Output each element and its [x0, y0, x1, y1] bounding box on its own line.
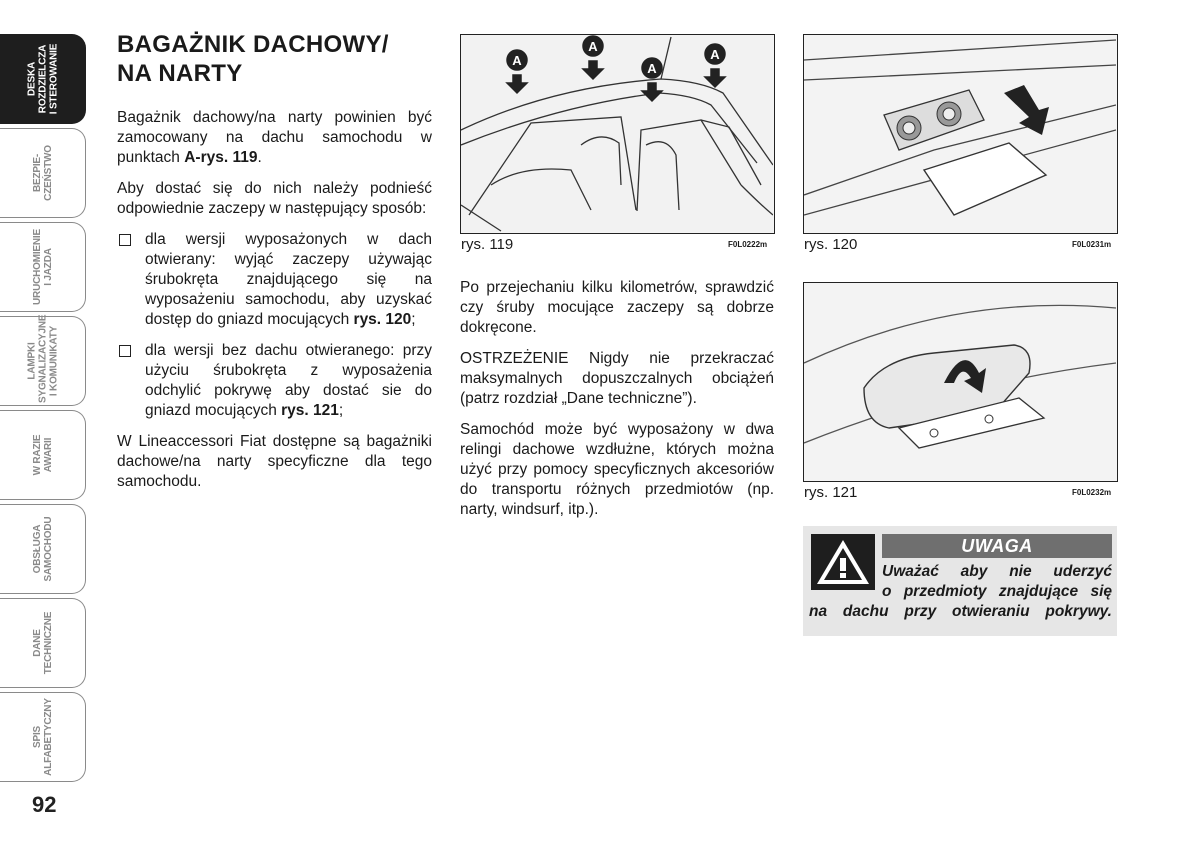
marker-a-label: A — [710, 47, 720, 62]
warning-text — [809, 562, 1112, 622]
warning-line: Uważać aby nie uderzyć — [882, 563, 1112, 580]
left-column — [117, 30, 432, 503]
paragraph: Aby dostać się do nich należy podnieść odpowiednie zaczepy w następujący sposób: — [117, 180, 432, 217]
punctuation: . — [257, 149, 262, 166]
tab-lampki[interactable] — [0, 316, 86, 406]
marker-a-label: A — [588, 39, 598, 54]
tab-deska-rozdzielcza[interactable] — [0, 34, 86, 124]
figure-caption: rys. 119 — [461, 236, 514, 253]
warning-heading: UWAGA — [882, 534, 1112, 558]
tab-dane-techniczne[interactable] — [0, 598, 86, 688]
marker-a-label: A — [512, 53, 522, 68]
punctuation: ; — [338, 402, 344, 419]
tab-label: BEZPIE- CZEŃSTWO — [31, 145, 54, 201]
figure-reference[interactable]: rys. 121 — [281, 402, 339, 419]
page-number: 92 — [32, 792, 57, 817]
tab-label: URUCHOMIENIE I JAZDA — [31, 229, 54, 305]
tab-label: SPIS ALFABETYCZNY — [31, 698, 54, 776]
section-title — [117, 30, 432, 88]
list-item-text: dla wersji bez dachu otwieranego: przy użyciu śrubokręta z wyposażenia odchylić pokrywę aby dostać sie do gniazd mocujących — [145, 342, 432, 419]
figure-reference[interactable]: rys. 120 — [353, 311, 412, 328]
paragraph-text: Bagażnik dachowy/na narty powinien być zamocowany na dachu samochodu w punktach — [117, 109, 432, 166]
tab-w-razie-awarii[interactable] — [0, 410, 86, 500]
marker-a-label: A — [647, 61, 657, 76]
warning-line: o przedmioty znajdujące się — [882, 583, 1112, 600]
figure-121-cover-opening — [803, 282, 1118, 482]
cover-opening-illustration — [804, 283, 1116, 480]
tab-label: LAMPKI SYGNALIZACYJNE I KOMUNIKATY — [26, 314, 59, 403]
figure-119-car-roof — [460, 34, 775, 234]
figure-caption: rys. 121 — [804, 484, 858, 501]
figure-code: F0L0231m — [1072, 240, 1112, 249]
list-item — [117, 341, 432, 421]
warning-line: na dachu przy otwieraniu pokrywy. — [809, 603, 1112, 620]
list-item-text: dla wersji wyposażonych w dach otwierany: wyjąć zaczepy używając śrubokręta znajdującego się na wyposażeniu samochodu, aby uzyskać dostęp do gniazd mocujących — [145, 231, 432, 328]
tab-spis[interactable] — [0, 692, 86, 782]
figure-reference[interactable]: A-rys. 119 — [184, 149, 258, 166]
checkbox-bullet-icon — [119, 234, 131, 246]
rail-cover-illustration — [804, 35, 1116, 232]
paragraph: W Lineaccessori Fiat dostępne są bagażniki dachowe/na narty specyficzne dla tego samochodu. — [117, 433, 432, 490]
figure-120-rail-cover — [803, 34, 1118, 234]
punctuation: ; — [411, 311, 416, 328]
tab-label: OBSŁUGA SAMOCHODU — [31, 516, 54, 582]
warning-box — [803, 526, 1117, 636]
paragraph — [117, 108, 432, 168]
tab-uruchomienie[interactable] — [0, 222, 86, 312]
figure-code: F0L0222m — [728, 240, 768, 249]
figure-code: F0L0232m — [1072, 488, 1112, 497]
checkbox-bullet-icon — [119, 345, 131, 357]
car-roof-illustration — [461, 35, 773, 232]
middle-column — [460, 278, 774, 531]
paragraph: OSTRZEŻENIE Nigdy nie przekraczać maksymalnych dopuszczalnych obciążeń (patrz rozdział „Dane techniczne”). — [460, 350, 774, 407]
paragraph: Po przejechaniu kilku kilometrów, sprawdzić czy śruby mocujące zaczepy są dobrze dokręcone. — [460, 279, 774, 336]
list-item — [117, 230, 432, 330]
tab-label: DANE TECHNICZNE — [31, 611, 54, 675]
title-line-1: BAGAŻNIK DACHOWY/ — [117, 31, 389, 58]
tab-bezpieczenstwo[interactable] — [0, 128, 86, 218]
tab-label: DESKA ROZDZIELCZA I STEROWANIE — [26, 43, 59, 115]
figure-caption: rys. 120 — [804, 236, 858, 253]
title-line-2: NA NARTY — [117, 60, 243, 87]
paragraph: Samochód może być wyposażony w dwa relingi dachowe wzdłużne, których można użyć przy pomocy specyficznych akcesoriów do transportu różnych przedmiotów (np. narty, windsurf, itp.). — [460, 421, 774, 518]
tab-obsluga[interactable] — [0, 504, 86, 594]
tab-label: W RAZIE AWARII — [31, 434, 54, 476]
